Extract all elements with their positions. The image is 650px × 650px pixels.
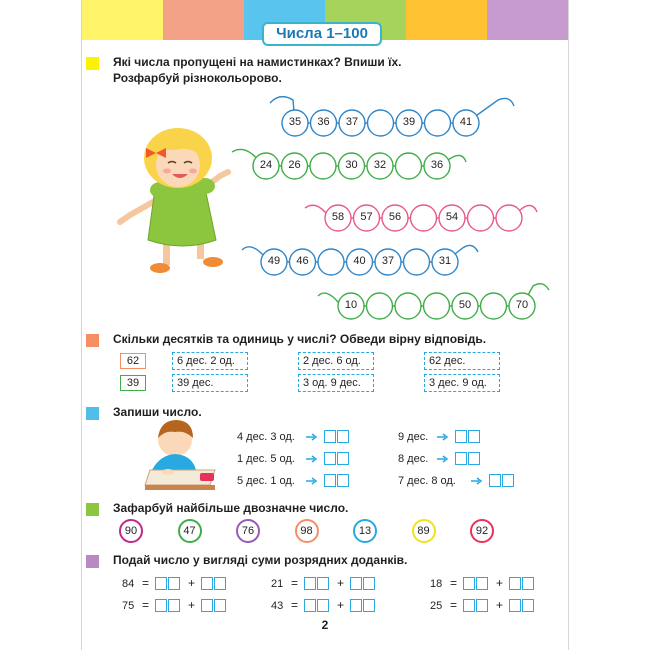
tens-units-expression: 9 дес. [398, 431, 429, 443]
bead-number: 49 [267, 255, 281, 267]
units-addend-cell[interactable] [214, 599, 226, 612]
arrow-right-icon [306, 433, 318, 441]
bead-number: 10 [344, 299, 358, 311]
arrow-right-icon [471, 477, 483, 485]
tens-units-expression: 7 дес. 8 од. [398, 475, 456, 487]
tens-addend-cell[interactable] [304, 577, 316, 590]
units-addend-cell[interactable] [363, 577, 375, 590]
sum-number: 43 [271, 600, 284, 612]
digit-answer-cell[interactable] [502, 474, 514, 487]
equals-sign: = [450, 576, 458, 590]
equals-sign: = [142, 598, 150, 612]
units-addend-cell[interactable] [522, 599, 534, 612]
page-number: 2 [321, 618, 329, 632]
digit-answer-cell[interactable] [324, 452, 336, 465]
necklace-bead[interactable] [425, 110, 451, 136]
arrow-right-icon [306, 455, 318, 463]
number-circle[interactable]: 98 [295, 519, 319, 543]
number-circle[interactable]: 47 [178, 519, 202, 543]
option-39-c[interactable]: 3 дес. 9 од. [424, 374, 500, 392]
tens-units-expression: 1 дес. 5 од. [237, 453, 295, 465]
plus-sign: + [337, 576, 345, 590]
bead-number: 58 [331, 211, 345, 223]
bead-number: 57 [360, 211, 373, 223]
task5-instruction: Подай число у вигляді суми розрядних доданків. [113, 553, 408, 567]
tens-units-expression: 4 дес. 3 од. [237, 431, 295, 443]
plus-sign: + [188, 598, 196, 612]
tens-units-expression: 8 дес. [398, 453, 429, 465]
digit-answer-cell[interactable] [489, 474, 501, 487]
bead-number: 36 [430, 159, 444, 171]
bead-number: 32 [373, 159, 387, 171]
necklace-bead[interactable] [310, 153, 336, 179]
task3-marker [86, 407, 99, 420]
necklace-bead[interactable] [395, 293, 421, 319]
tens-units-expression: 5 дес. 1 од. [237, 475, 295, 487]
plus-sign: + [496, 598, 504, 612]
tens-addend-cell[interactable] [155, 577, 167, 590]
sum-number: 84 [122, 578, 135, 590]
task1-instruction: Які числа пропущені на намистинках? Впиши їх. Розфарбуй різнокольорово. [113, 55, 402, 85]
option-62-b[interactable]: 2 дес. 6 од. [298, 352, 374, 370]
bead-number: 70 [515, 299, 529, 311]
page-title: Числа 1–100 [262, 22, 382, 46]
digit-answer-cell[interactable] [337, 474, 349, 487]
tens-addend-cell[interactable] [476, 577, 488, 590]
necklace-bead[interactable] [424, 293, 450, 319]
task2-instruction: Скільки десятків та одиниць у числі? Обведи вірну відповідь. [113, 332, 487, 346]
number-circle[interactable]: 89 [412, 519, 436, 543]
equals-sign: = [291, 598, 299, 612]
bead-number: 39 [402, 116, 416, 128]
number-circle[interactable]: 90 [119, 519, 143, 543]
bead-number: 54 [445, 211, 459, 223]
necklace-bead[interactable] [481, 293, 507, 319]
bead-number: 50 [458, 299, 472, 311]
units-addend-cell[interactable] [201, 599, 213, 612]
arrow-right-icon [306, 477, 318, 485]
number-39: 39 [120, 375, 146, 391]
digit-answer-cell[interactable] [324, 474, 336, 487]
necklace-bead[interactable] [367, 293, 393, 319]
units-addend-cell[interactable] [350, 577, 362, 590]
units-addend-cell[interactable] [509, 577, 521, 590]
sum-number: 21 [271, 578, 284, 590]
units-addend-cell[interactable] [214, 577, 226, 590]
bead-number: 46 [296, 255, 309, 267]
number-circle[interactable]: 13 [353, 519, 377, 543]
equals-sign: = [142, 576, 150, 590]
plus-sign: + [337, 598, 345, 612]
bead-number: 41 [459, 116, 473, 128]
equals-sign: = [291, 576, 299, 590]
option-62-a[interactable]: 6 дес. 2 од. [172, 352, 248, 370]
necklace-bead[interactable] [368, 110, 394, 136]
necklace-bead[interactable] [411, 205, 437, 231]
bead-number: 40 [353, 255, 366, 267]
task4-marker [86, 503, 99, 516]
arrow-right-icon [437, 455, 449, 463]
digit-answer-cell[interactable] [337, 452, 349, 465]
arrow-right-icon [437, 433, 449, 441]
task2-marker [86, 334, 99, 347]
digit-answer-cell[interactable] [468, 452, 480, 465]
units-addend-cell[interactable] [522, 577, 534, 590]
digit-answer-cell[interactable] [455, 430, 467, 443]
option-39-b[interactable]: 3 од. 9 дес. [298, 374, 374, 392]
digit-answer-cell[interactable] [455, 452, 467, 465]
sum-number: 18 [430, 578, 443, 590]
task5-marker [86, 555, 99, 568]
units-addend-cell[interactable] [350, 599, 362, 612]
digit-answer-cell[interactable] [337, 430, 349, 443]
number-circle[interactable]: 76 [236, 519, 260, 543]
bead-number: 36 [317, 116, 330, 128]
necklace-bead[interactable] [396, 153, 422, 179]
tens-addend-cell[interactable] [317, 577, 329, 590]
bead-number: 35 [288, 116, 302, 128]
number-circle[interactable]: 92 [470, 519, 494, 543]
bead-number: 37 [345, 116, 359, 128]
digit-answer-cell[interactable] [468, 430, 480, 443]
units-addend-cell[interactable] [363, 599, 375, 612]
necklace-bead[interactable] [468, 205, 494, 231]
tens-addend-cell[interactable] [155, 599, 167, 612]
task4-instruction: Зафарбуй найбільше двозначне число. [113, 501, 349, 515]
bead-number: 30 [345, 159, 358, 171]
necklace-bead[interactable] [318, 249, 344, 275]
plus-sign: + [188, 576, 196, 590]
number-62: 62 [120, 353, 146, 369]
necklace-bead[interactable] [404, 249, 430, 275]
task3-instruction: Запиши число. [113, 405, 202, 419]
tens-addend-cell[interactable] [317, 599, 329, 612]
necklace-bead[interactable] [496, 205, 522, 231]
tens-addend-cell[interactable] [168, 599, 180, 612]
bead-number: 26 [288, 159, 301, 171]
bead-number: 37 [381, 255, 395, 267]
bead-number: 31 [438, 255, 452, 267]
option-39-a[interactable]: 39 дес. [172, 374, 248, 392]
sum-number: 25 [430, 600, 443, 612]
option-62-c[interactable]: 62 дес. [424, 352, 500, 370]
tens-addend-cell[interactable] [168, 577, 180, 590]
units-addend-cell[interactable] [509, 599, 521, 612]
tens-addend-cell[interactable] [304, 599, 316, 612]
bead-number: 56 [388, 211, 402, 223]
sum-number: 75 [122, 600, 135, 612]
bead-number: 24 [259, 159, 273, 171]
tens-addend-cell[interactable] [463, 599, 475, 612]
equals-sign: = [450, 598, 458, 612]
tens-addend-cell[interactable] [463, 577, 475, 590]
plus-sign: + [496, 576, 504, 590]
tens-addend-cell[interactable] [476, 599, 488, 612]
digit-answer-cell[interactable] [324, 430, 336, 443]
units-addend-cell[interactable] [201, 577, 213, 590]
